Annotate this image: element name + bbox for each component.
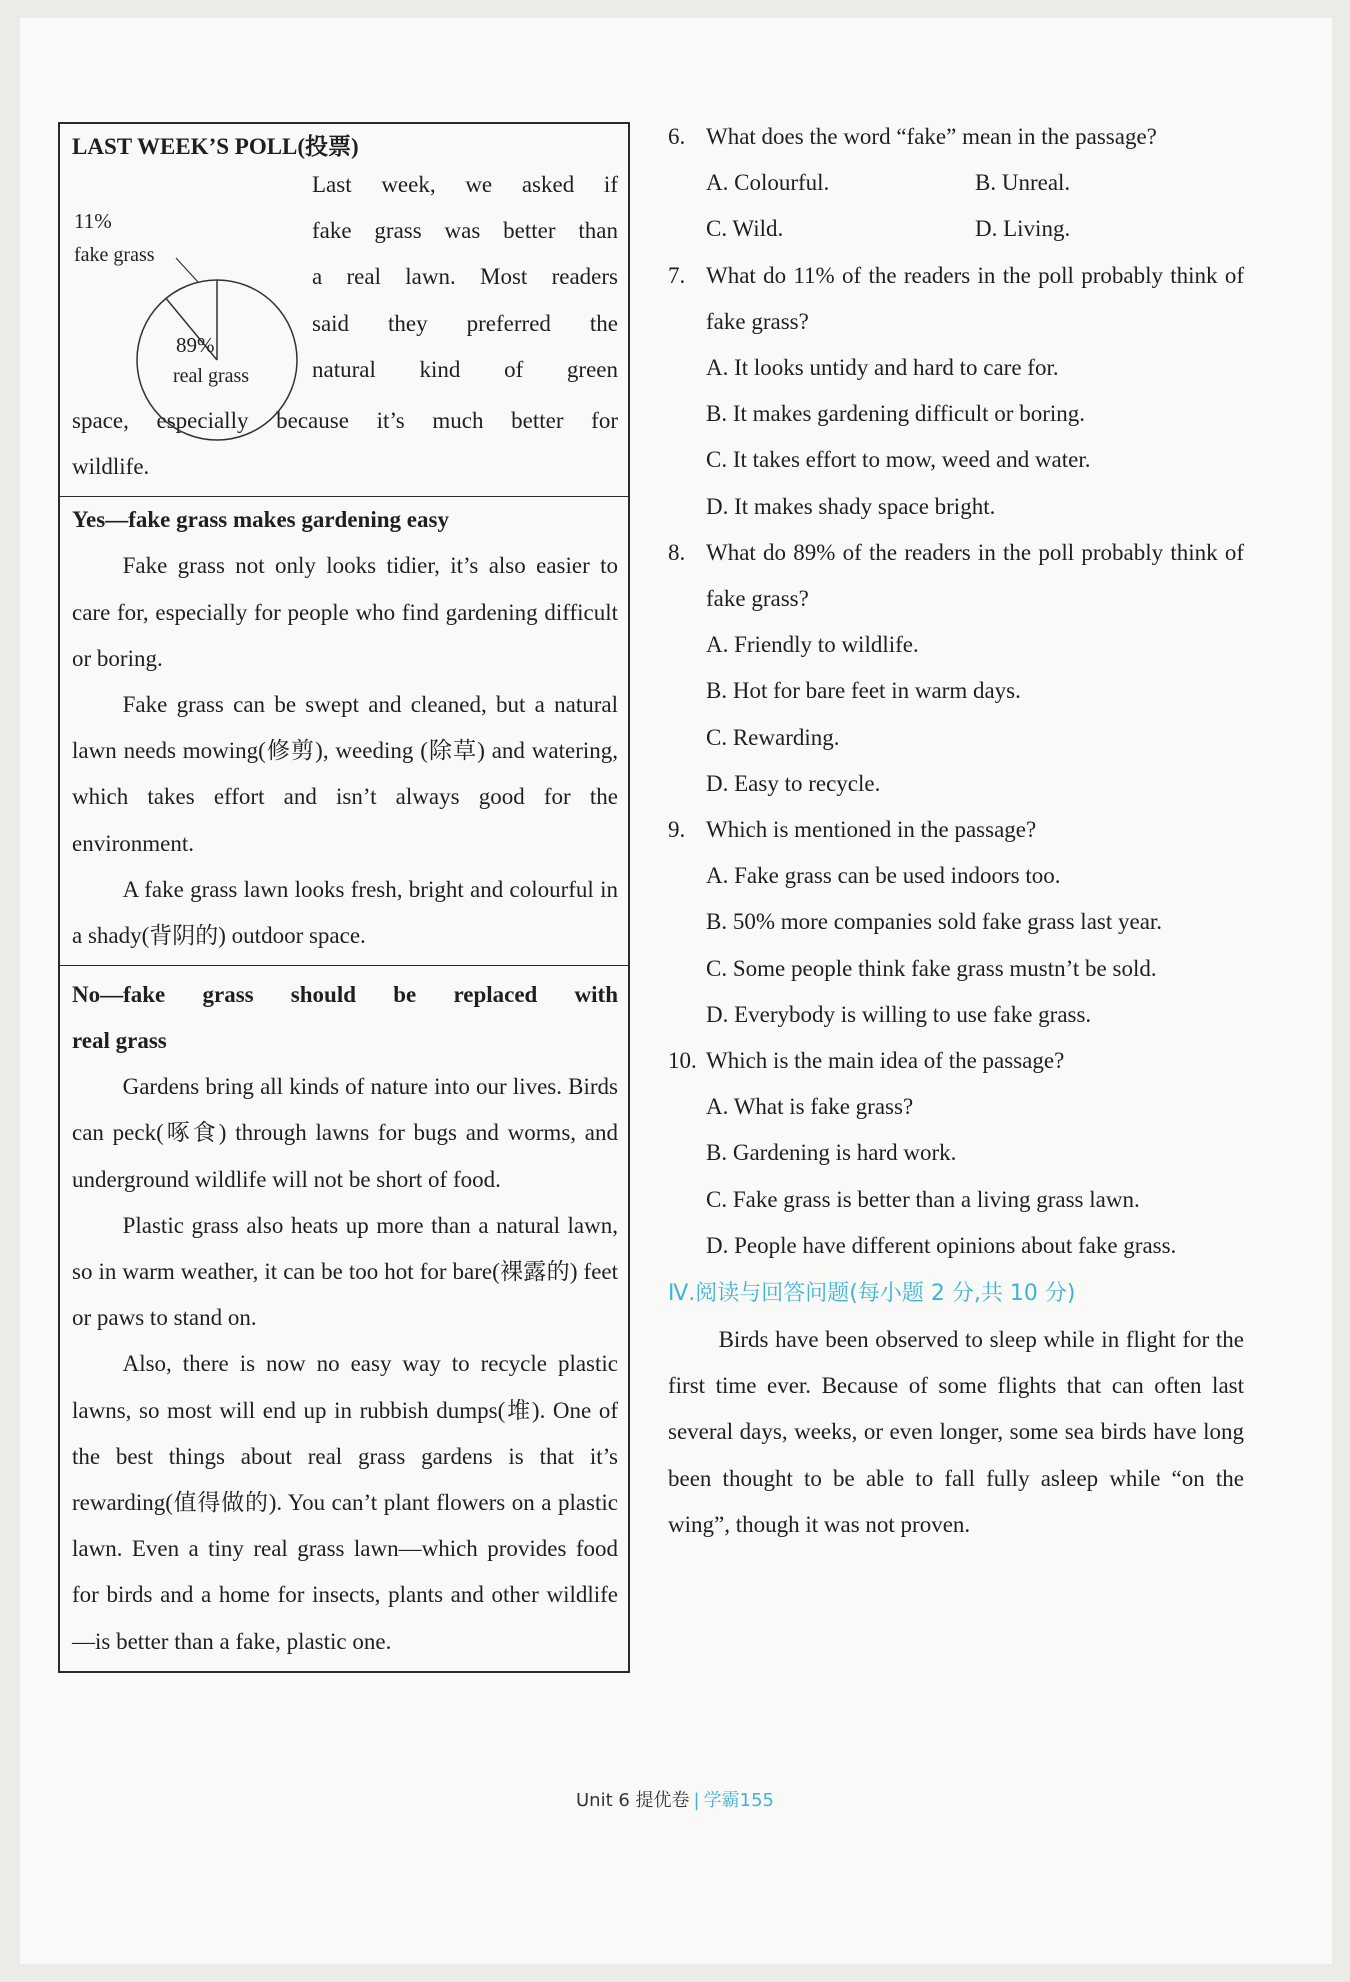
answer-option: A. What is fake grass?	[706, 1094, 914, 1120]
question	[668, 114, 1244, 253]
no-paragraph: Also, there is now no easy way to recycle plastic lawns, so most will end up in rubbish dumps(堆). One of the best things about real grass gardens is that it’s rewarding(值得做的). You can’t plant flowers on a plastic lawn. Even a tiny real grass lawn—which provides food for birds and a home for insects, plants and other wildlife—is better than a fake, plastic one.	[72, 1351, 618, 1654]
poll-text-line: fake grass was better than	[312, 218, 618, 244]
yes-heading: Yes—fake grass makes gardening easy	[72, 507, 449, 533]
answer-option: C. Fake grass is better than a living grass lawn.	[706, 1186, 1140, 1212]
question-number: 8.	[668, 539, 686, 565]
answer-option: B. Unreal.	[975, 170, 1071, 196]
answer-option: B. Hot for bare feet in warm days.	[706, 678, 1021, 704]
answer-option: C. It takes effort to mow, weed and water.	[706, 447, 1091, 473]
poll-heading: LAST WEEK’S POLL(投票)	[72, 134, 359, 159]
poll-box	[60, 124, 628, 497]
pie-label-real-percent: 89%	[176, 333, 215, 357]
option-row	[668, 206, 1244, 252]
answer-option: A. Colourful.	[706, 170, 830, 196]
pie-label-fake-name: fake grass	[74, 244, 155, 266]
answer-option: D. People have different opinions about fake grass.	[706, 1232, 1177, 1258]
poll-text-line: wildlife.	[72, 454, 150, 480]
poll-text-line: natural kind of green	[312, 356, 618, 382]
answer-option: B. Gardening is hard work.	[706, 1140, 957, 1166]
answer-option: B. It makes gardening difficult or boring.	[706, 401, 1085, 427]
answer-option: D. Living.	[975, 216, 1071, 242]
footer-brand: 学霸	[703, 1790, 740, 1811]
question-text: What does the word “fake” mean in the passage?	[706, 124, 1157, 149]
page-number: 155	[739, 1790, 774, 1811]
answer-option: C. Wild.	[706, 216, 784, 242]
article-boxes	[58, 122, 630, 1673]
answer-option: B. 50% more companies sold fake grass last year.	[706, 909, 1163, 935]
pie-label-fake-percent: 11%	[74, 209, 112, 233]
answer-option: A. Friendly to wildlife.	[706, 632, 919, 658]
question-number: 6.	[668, 124, 686, 149]
yes-paragraph: Fake grass can be swept and cleaned, but a natural lawn needs mowing(修剪), weeding (除草) and watering, which takes effort and isn’t always good for the environment.	[72, 692, 618, 856]
yes-paragraph: Fake grass not only looks tidier, it’s also easier to care for, especially for people who find gardening difficult or boring.	[72, 553, 618, 671]
pie-chart-svg	[72, 170, 312, 480]
no-heading-line: real grass	[72, 1028, 167, 1054]
answer-option: D. Easy to recycle.	[706, 770, 881, 796]
answer-option: A. Fake grass can be used indoors too.	[706, 863, 1061, 889]
questions-column	[668, 114, 1244, 1548]
no-paragraph: Gardens bring all kinds of nature into our lives. Birds can peck(啄食) through lawns for bugs and worms, and underground wildlife will not be short of food.	[72, 1074, 618, 1192]
option-row	[668, 160, 1244, 206]
poll-text-line: a real lawn. Most readers	[312, 264, 618, 290]
question-text: What do 89% of the readers in the poll probably think of fake grass?	[706, 539, 1244, 612]
no-box	[60, 966, 628, 1671]
section-iv-heading: Ⅳ.阅读与回答问题(每小题 2 分,共 10 分)	[668, 1281, 1076, 1307]
no-heading	[72, 972, 618, 1064]
yes-box	[60, 497, 628, 966]
answer-option: D. It makes shady space bright.	[706, 493, 996, 519]
question-number: 9.	[668, 817, 686, 843]
question-number: 7.	[668, 262, 686, 288]
answer-option: C. Some people think fake grass mustn’t be sold.	[706, 955, 1157, 981]
question	[668, 807, 1244, 1038]
no-heading-line: No—fake grass should be replaced with	[72, 982, 618, 1008]
question-list	[668, 114, 1244, 1269]
yes-paragraph: A fake grass lawn looks fresh, bright and colourful in a shady(背阴的) outdoor space.	[72, 876, 618, 949]
footer-unit: Unit 6 提优卷	[576, 1790, 690, 1811]
poll-text-line: space, especially because it’s much better for	[72, 408, 618, 433]
footer-separator: |	[693, 1790, 700, 1811]
pie-chart	[72, 170, 312, 480]
answer-option: A. It looks untidy and hard to care for.	[706, 355, 1059, 381]
question	[668, 1038, 1244, 1269]
question-number: 10.	[668, 1048, 697, 1074]
fake-grass-pointer	[176, 258, 198, 282]
page-footer	[0, 1786, 1350, 1812]
question	[668, 530, 1244, 807]
question-text: What do 11% of the readers in the poll probably think of fake grass?	[706, 262, 1244, 334]
section-iv-passage: Birds have been observed to sleep while in flight for the first time ever. Because of some flights that can often last several days, weeks, or even longer, some sea birds have long been thought to be able to fall fully asleep while “on the wing”, though it was not proven.	[668, 1327, 1244, 1537]
answer-option: D. Everybody is willing to use fake grass.	[706, 1001, 1092, 1027]
question-text: Which is mentioned in the passage?	[706, 817, 1037, 843]
poll-text-line: Last week, we asked if	[312, 172, 618, 197]
question-text: Which is the main idea of the passage?	[706, 1048, 1065, 1074]
no-paragraph: Plastic grass also heats up more than a natural lawn, so in warm weather, it can be too hot for bare(裸露的) feet or paws to stand on.	[72, 1212, 618, 1331]
answer-option: C. Rewarding.	[706, 724, 840, 750]
poll-text-line: said they preferred the	[312, 310, 618, 336]
question	[668, 253, 1244, 530]
pie-label-real-name: real grass	[173, 365, 250, 387]
